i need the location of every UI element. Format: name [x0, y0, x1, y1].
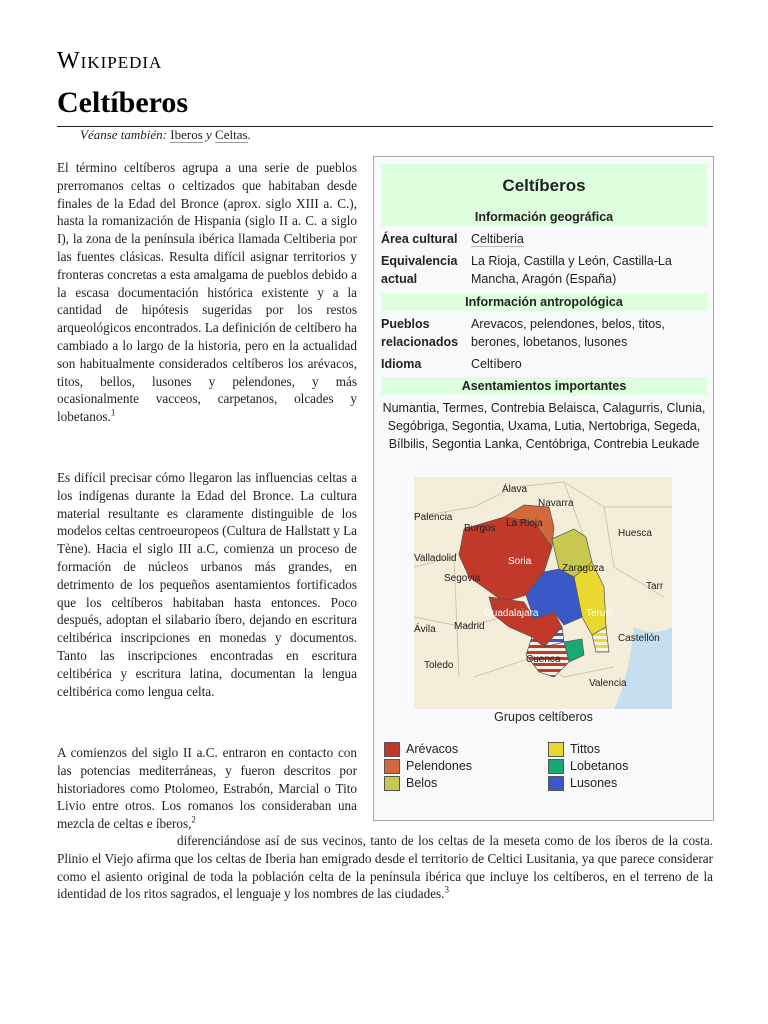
map-caption: Grupos celtíberos — [494, 710, 593, 724]
map-svg — [414, 477, 672, 709]
infobox-title: Celtíberos — [381, 164, 707, 208]
legend-swatch — [548, 776, 564, 791]
map-label-castelln: Castellón — [618, 633, 660, 644]
legend-swatch — [384, 742, 400, 757]
pueblos-label: Pueblos relacionados — [381, 317, 459, 349]
page-title: Celtíberos — [57, 86, 189, 119]
area-cultural-value[interactable]: Celtiberia — [471, 232, 524, 246]
reference-3[interactable]: 3 — [444, 885, 449, 895]
map-label-guadalajara: Guadalajara — [484, 608, 539, 619]
paragraph-1 — [57, 159, 357, 426]
legend-swatch — [384, 759, 400, 774]
reference-1[interactable]: 1 — [110, 407, 116, 418]
map-label-burgos: Burgos — [464, 523, 496, 534]
see-also-and: y — [206, 127, 212, 142]
wikipedia-logo[interactable] — [57, 48, 162, 75]
paragraph-1-text: El término celtíberos agrupa a una serie de pueblos prerromanos celtas o celtizados que habitaban desde finales de la Edad del Bronce (aprox. siglo XIII a. C.), hasta la romanización de Hispania (siglo II a. C. a siglo I), la zona de la península ibérica llamada Celtiberia por las fuentes clásicas. Resulta difícil asignar territorios y fronteras concretas a esta amalgama de pueblos debido a la escasa documentación histórica existente y a la cantidad de hipótesis sugeridas por los restos arqueológicos encontrados. La definición de celtíbero ha cambiado a lo largo de la historia, pero en la actualidad son habitualmente considerados celtíberos los arévacos, titos, bellos, lusones y pelendones, y más ocasionalmente vacceos, carpetanos, olcades y lobetanos. — [57, 160, 357, 425]
map-legend: Arévacos Pelendones Belos Tittos Lobetanos Lusones — [384, 741, 704, 793]
equivalencia-label: Equivalencia actual — [381, 254, 458, 286]
infobox-section-anthro: Información antropológica — [381, 293, 707, 311]
infobox-section-geo: Información geográfica — [381, 208, 707, 226]
map-label-lava: Álava — [502, 484, 528, 495]
reference-2[interactable]: 2 — [191, 814, 196, 825]
link-iberos[interactable]: Iberos — [170, 127, 203, 142]
link-celtas[interactable]: Celtas — [215, 127, 248, 142]
equivalencia-value[interactable]: La Rioja, Castilla y León, Castilla-La Mancha, Aragón (España) — [471, 254, 672, 286]
map-label-cuenca: Cuenca — [526, 654, 561, 665]
map-label-vila: Ávila — [414, 624, 436, 635]
pueblos-value[interactable]: Arevacos, pelendones, belos, titos, berones, lobetanos, lusones — [471, 317, 665, 349]
area-cultural-label: Área cultural — [381, 232, 458, 246]
map-label-toledo: Toledo — [424, 660, 454, 671]
paragraph-3-text-a: A comienzos del siglo II a.C. entraron en contacto con las potencias mediterráneas, y fueron descritos por historiadores como Ptolomeo, Estrabón, Marcial o Tito Livio entre otros. Los romanos los consideraban una mezcla de celtas e íberos, — [57, 745, 357, 832]
map-label-soria: Soria — [508, 556, 532, 567]
infobox-section-settlements: Asentamientos importantes — [381, 377, 707, 395]
settlements-list[interactable]: Numantia, Termes, Contrebia Belaisca, Calagurris, Clunia, Segóbriga, Segontia, Uxama, Lutia, Nertobriga, Segeda, Bílbilis, Segontia Lanka, Centóbriga, Contrebia Leukade — [382, 401, 706, 451]
legend-swatch — [384, 776, 400, 791]
map-label-larioja: La Rioja — [506, 518, 543, 529]
map-label-palencia: Palencia — [414, 512, 453, 523]
map-label-tarr: Tarr — [646, 581, 664, 592]
map-label-valencia: Valencia — [589, 678, 627, 689]
infobox — [373, 156, 714, 821]
map-label-zaragoza: Zaragoza — [562, 563, 605, 574]
paragraph-3-narrow — [57, 744, 357, 833]
map-label-huesca: Huesca — [618, 528, 652, 539]
see-also-hatnote: Véanse también: Iberos y Celtas. — [80, 127, 251, 142]
map-label-madrid: Madrid — [454, 621, 485, 632]
logo-text: Wikipedia — [57, 48, 163, 74]
paragraph-3-wide — [57, 832, 713, 903]
idioma-label: Idioma — [381, 357, 422, 371]
legend-swatch — [548, 759, 564, 774]
see-also-prefix: Véanse también: — [80, 127, 168, 142]
map-label-teruel: Teruel — [586, 608, 614, 619]
legend-swatch — [548, 742, 564, 757]
map-label-valladolid: Valladolid — [414, 553, 457, 564]
map-label-navarra: Navarra — [538, 498, 574, 509]
paragraph-3-text-b: diferenciándose así de sus vecinos, tanto de los celtas de la meseta como de los íberos de la costa. Plinio el Viejo afirma que los celtas de Iberia han emigrado desde el territorio de Celtici Lusitania, ya que parece considerar como el asiento original de toda la población celta de la península ibérica que incluye los celtíberos, en el terreno de la identidad de los ritos sagrados, el lenguaje y los nombres de las ciudades. — [57, 833, 713, 902]
paragraph-2: Es difícil precisar cómo llegaron las influencias celtas a los indígenas durante la Edad del Bronce. La cultura material resultante es claramente distinguible de los modelos celtas centroeuropeos (Cultura de Hallstatt y La Tène). Hacia el siglo III a.C, comienza un proceso de formación de núcleos urbanos más grandes, en detrimento de los pequeños asentamientos fortificados que los celtíberos habitaban hasta entonces. Poco después, adoptan el silabario íbero, dejando en escritura celtibérica inscripciones en monedas y documentos. Tanto las inscripciones encontradas en escritura celtibérica y escritura latina, documentan la lengua celtibérica como lengua celta. — [57, 470, 357, 699]
idioma-value[interactable]: Celtíbero — [471, 357, 522, 371]
celtiberian-groups-map[interactable] — [414, 477, 672, 709]
map-label-segovia: Segovia — [444, 573, 481, 584]
